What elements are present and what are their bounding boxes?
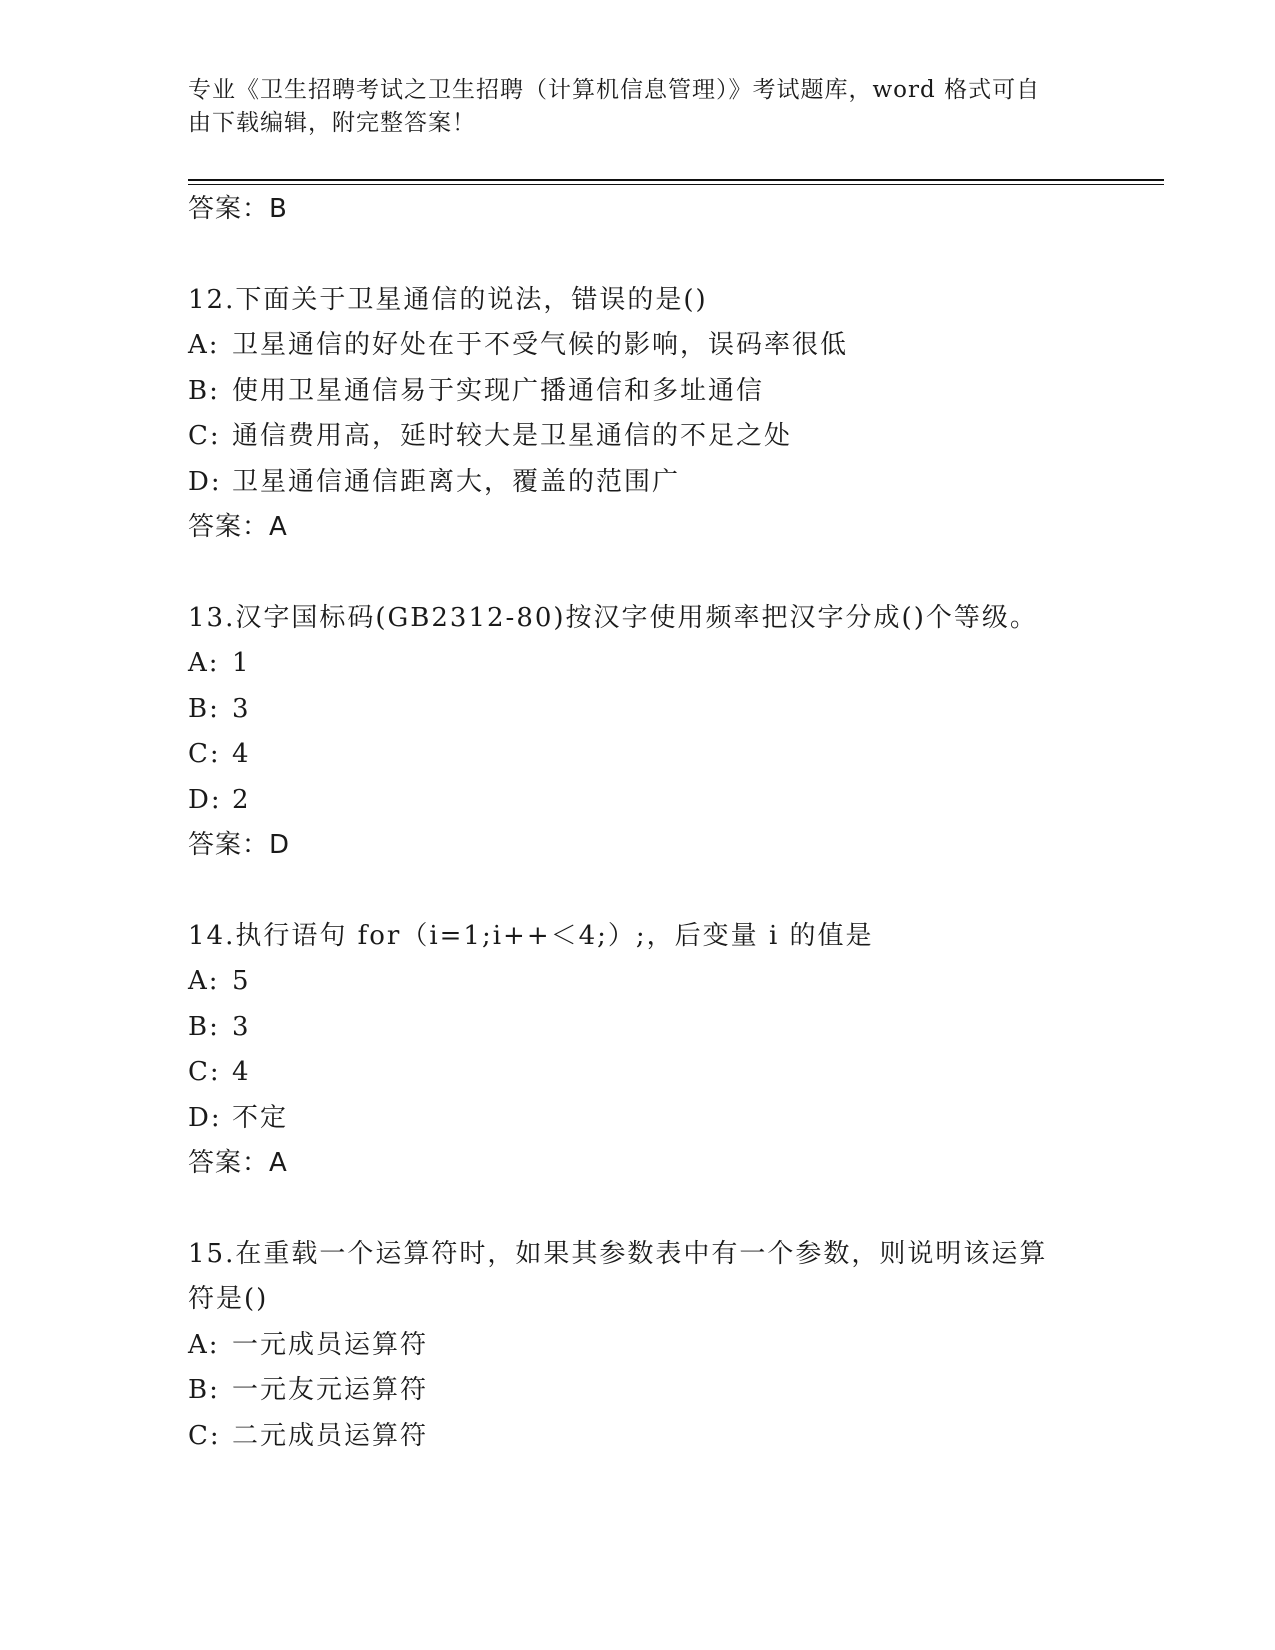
option-key: D: (188, 784, 222, 815)
option-a (188, 641, 1088, 687)
question-text: 下面关于卫星通信的说法，错误的是() (235, 284, 708, 315)
option-text: 二元成员运算符 (232, 1420, 429, 1451)
option-c (188, 1414, 1088, 1460)
question-number: 15. (188, 1238, 236, 1269)
option-text: 通信费用高，延时较大是卫星通信的不足之处 (232, 421, 793, 451)
option-key: C: (188, 739, 221, 769)
option-a (188, 323, 1088, 369)
option-key: A: (188, 648, 220, 678)
header-divider-thick (188, 179, 1164, 181)
option-text: 4 (232, 739, 251, 769)
question-list (188, 187, 1088, 1459)
question-13 (188, 596, 1088, 869)
option-text: 使用卫星通信易于实现广播通信和多址通信 (232, 375, 765, 406)
option-a (188, 959, 1088, 1005)
option-text: 5 (232, 966, 251, 996)
option-b (188, 687, 1088, 733)
question-stem-continued: 符是() (188, 1284, 269, 1314)
question-text: 在重载一个运算符时，如果其参数表中有一个参数，则说明该运算 (235, 1238, 1048, 1269)
option-b (188, 1005, 1088, 1051)
previous-answer: 答案：B (188, 194, 288, 224)
option-text: 1 (232, 648, 251, 678)
option-key: B: (188, 375, 220, 406)
question-14 (188, 914, 1088, 1187)
option-text: 卫星通信通信距离大，覆盖的范围广 (232, 466, 681, 497)
option-key: B: (188, 693, 220, 724)
option-text: 3 (232, 1011, 251, 1042)
option-text: 3 (232, 693, 251, 724)
document-header (188, 74, 1068, 140)
header-divider-thin (188, 184, 1164, 185)
option-a (188, 1323, 1088, 1369)
option-text: 不定 (232, 1102, 289, 1133)
option-text: 一元成员运算符 (232, 1329, 429, 1360)
question-15 (188, 1232, 1088, 1460)
option-d (188, 1096, 1088, 1142)
answer: 答案：D (188, 830, 291, 860)
option-text: 4 (232, 1057, 251, 1087)
question-text: 汉字国标码(GB2312-80)按汉字使用频率把汉字分成()个等级。 (235, 602, 1038, 633)
question-stem (188, 914, 1088, 960)
option-key: A: (188, 966, 220, 996)
option-key: C: (188, 1420, 221, 1451)
header-intro-line-1: 专业《卫生招聘考试之卫生招聘（计算机信息管理）》考试题库，word 格式可自 (188, 77, 1041, 103)
option-text: 卫星通信的好处在于不受气候的影响，误码率很低 (232, 330, 849, 360)
question-stem (188, 596, 1088, 642)
answer: 答案：A (188, 1148, 288, 1178)
option-key: D: (188, 1102, 222, 1133)
option-key: A: (188, 330, 220, 360)
question-text: 执行语句 for（i=1;i++＜4;）;，后变量 i 的值是 (235, 920, 874, 951)
option-key: C: (188, 421, 221, 451)
option-d (188, 778, 1088, 824)
question-12 (188, 278, 1088, 551)
question-number: 12. (188, 284, 236, 315)
option-key: A: (188, 1329, 220, 1360)
option-text: 一元友元运算符 (232, 1375, 429, 1405)
option-key: B: (188, 1375, 220, 1405)
option-key: D: (188, 466, 222, 497)
option-c (188, 414, 1088, 460)
option-key: C: (188, 1057, 221, 1087)
question-number: 14. (188, 920, 236, 951)
question-number: 13. (188, 602, 236, 633)
option-key: B: (188, 1011, 220, 1042)
option-c (188, 1050, 1088, 1096)
question-stem (188, 278, 1088, 324)
answer: 答案：A (188, 512, 288, 542)
option-b (188, 369, 1088, 415)
option-b (188, 1368, 1088, 1414)
question-stem (188, 1232, 1088, 1278)
option-d (188, 460, 1088, 506)
option-text: 2 (232, 784, 251, 815)
header-intro-line-2: 由下载编辑，附完整答案！ (188, 110, 476, 136)
option-c (188, 732, 1088, 778)
